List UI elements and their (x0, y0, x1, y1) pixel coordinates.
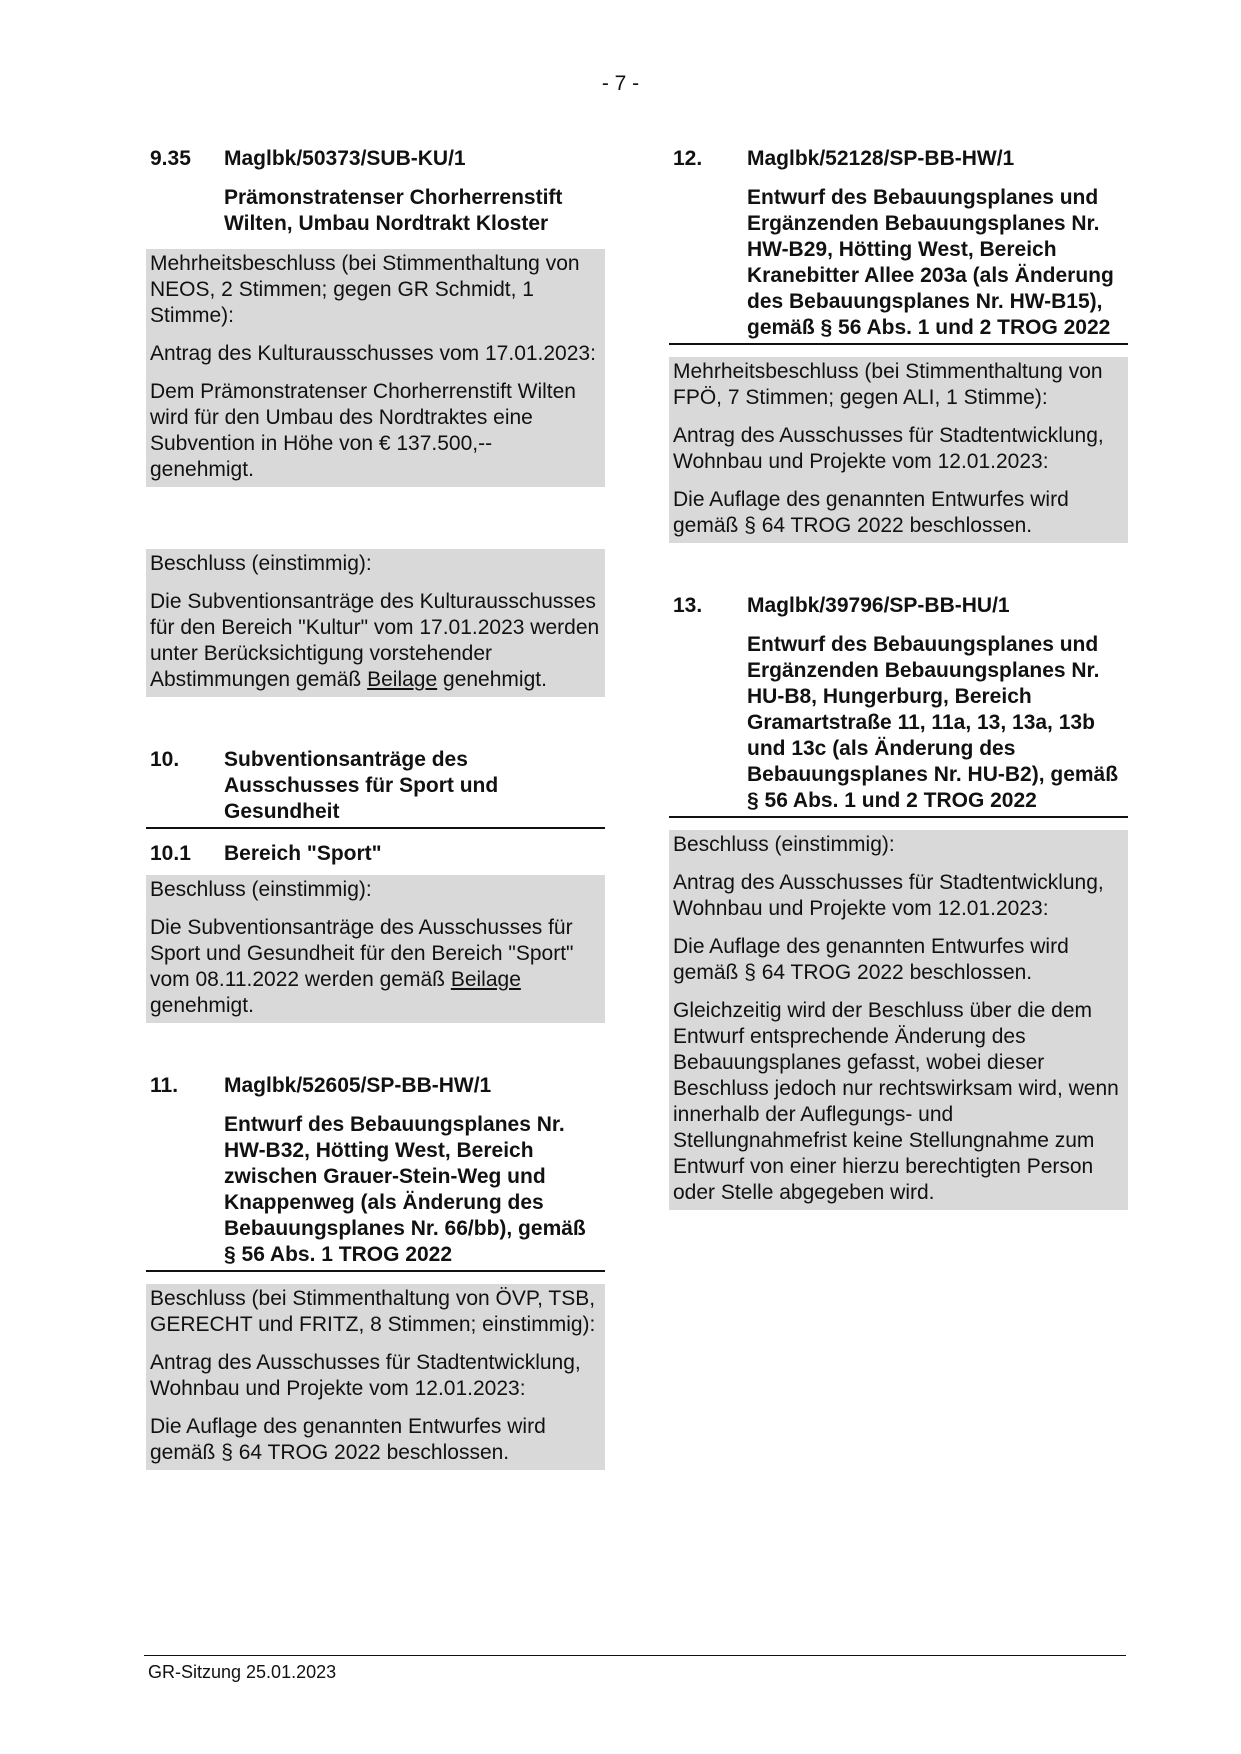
section-number: 9.35 (150, 147, 191, 170)
section-title: Prämonstratenser Chorherrenstift Wilten, Umbau Nordtrakt Kloster (224, 186, 563, 235)
right-column (669, 146, 1128, 1210)
resolution-text-2: Gleichzeitig wird der Beschluss über die dem Entwurf entsprechende Änderung des Bebauungsplanes gefasst, wobei dieser Beschluss jedoch nur rechtswirksam wird, wenn innerhalb der Auflegungs- und Stellungnahmefrist keine Stellungnahme zum Entwurf von einer hierzu berechtigten Person oder Stelle abgegeben wird. (673, 999, 1119, 1204)
beilage-link[interactable]: Beilage (450, 968, 521, 991)
decision-box (669, 830, 1128, 1210)
section-number: 12. (673, 147, 703, 170)
resolution-text: Die Auflage des genannten Entwurfes wird gemäß § 64 TROG 2022 beschlossen. (673, 935, 1069, 984)
decision-text: Beschluss (einstimmig): (150, 878, 372, 901)
section-10-1 (146, 841, 605, 1023)
section-id: Maglbk/50373/SUB-KU/1 (224, 147, 466, 170)
resolution-text: Die Auflage des genannten Entwurfes wird gemäß § 64 TROG 2022 beschlossen. (673, 488, 1069, 537)
decision-box (146, 249, 605, 487)
section-number: 10. (150, 748, 180, 771)
motion-text: Antrag des Ausschusses für Stadtentwicklung, Wohnbau und Projekte vom 12.01.2023: (673, 871, 1104, 920)
decision-box-kultur (146, 549, 605, 697)
section-title: Entwurf des Bebauungsplanes Nr. HW-B32, Hötting West, Bereich zwischen Grauer-Stein-Weg und Knappenweg (als Änderung des Bebauungsplanes Nr. 66/bb), gemäß § 56 Abs. 1 TROG 2022 (146, 1099, 605, 1272)
motion-text: Antrag des Ausschusses für Stadtentwicklung, Wohnbau und Projekte vom 12.01.2023: (673, 424, 1104, 473)
section-id: Maglbk/52128/SP-BB-HW/1 (747, 147, 1015, 170)
section-id: Maglbk/39796/SP-BB-HU/1 (747, 594, 1010, 617)
section-title: Bereich "Sport" (224, 842, 382, 865)
motion-text: Antrag des Kulturausschusses vom 17.01.2023: (150, 342, 596, 365)
section-title: Entwurf des Bebauungsplanes und Ergänzenden Bebauungsplanes Nr. HW-B29, Hötting West, Bereich Kranebitter Allee 203a (als Änderung des Bebauungsplanes Nr. HW-B15), gemäß § 56 Abs. 1 und 2 TROG 2022 (669, 172, 1128, 345)
resolution-text: Die Subventionsanträge des Ausschusses für Sport und Gesundheit für den Bereich "Sport" vom 08.11.2022 werden gemäß Beilage genehmigt. (150, 916, 574, 1017)
resolution-text: Die Auflage des genannten Entwurfes wird gemäß § 64 TROG 2022 beschlossen. (150, 1415, 546, 1464)
section-12 (669, 146, 1128, 543)
decision-box (669, 357, 1128, 543)
section-number: 10.1 (150, 842, 191, 865)
section-title: Subventionsanträge des Ausschusses für Sport und Gesundheit (224, 748, 499, 823)
decision-text: Mehrheitsbeschluss (bei Stimmenthaltung von NEOS, 2 Stimmen; gegen GR Schmidt, 1 Stimme): (150, 252, 580, 327)
decision-text: Beschluss (einstimmig): (673, 833, 895, 856)
section-id: Maglbk/52605/SP-BB-HW/1 (224, 1074, 492, 1097)
left-column (146, 146, 605, 1470)
section-9-35 (146, 146, 605, 487)
decision-text: Beschluss (bei Stimmenthaltung von ÖVP, TSB, GERECHT und FRITZ, 8 Stimmen; einstimmig): (150, 1287, 596, 1336)
section-number: 11. (150, 1074, 179, 1097)
footer-divider (144, 1655, 1126, 1656)
resolution-text: Dem Prämonstratenser Chorherrenstift Wilten wird für den Umbau des Nordtraktes eine Subvention in Höhe von € 137.500,-- genehmigt. (150, 380, 576, 481)
decision-box (146, 1284, 605, 1470)
section-11 (146, 1073, 605, 1470)
page-number: - 7 - (601, 72, 640, 95)
section-13 (669, 593, 1128, 1210)
decision-text: Mehrheitsbeschluss (bei Stimmenthaltung von FPÖ, 7 Stimmen; gegen ALI, 1 Stimme): (673, 360, 1103, 409)
decision-box (146, 875, 605, 1023)
resolution-text: Die Subventionsanträge des Kulturausschusses für den Bereich "Kultur" vom 17.01.2023 werden unter Berücksichtigung vorstehender Abstimmungen gemäß Beilage genehmigt. (150, 590, 600, 691)
section-title: Entwurf des Bebauungsplanes und Ergänzenden Bebauungsplanes Nr. HU-B8, Hungerburg, Bereich Gramartstraße 11, 11a, 13, 13a, 13b und 13c (als Änderung des Bebauungsplanes Nr. HU-B2), gemäß § 56 Abs. 1 und 2 TROG 2022 (669, 619, 1128, 818)
decision-text: Beschluss (einstimmig): (150, 552, 372, 575)
section-number: 13. (673, 594, 703, 617)
beilage-link[interactable]: Beilage (367, 668, 438, 691)
motion-text: Antrag des Ausschusses für Stadtentwicklung, Wohnbau und Projekte vom 12.01.2023: (150, 1351, 581, 1400)
footer-text: GR-Sitzung 25.01.2023 (148, 1662, 337, 1682)
section-10 (146, 747, 605, 829)
